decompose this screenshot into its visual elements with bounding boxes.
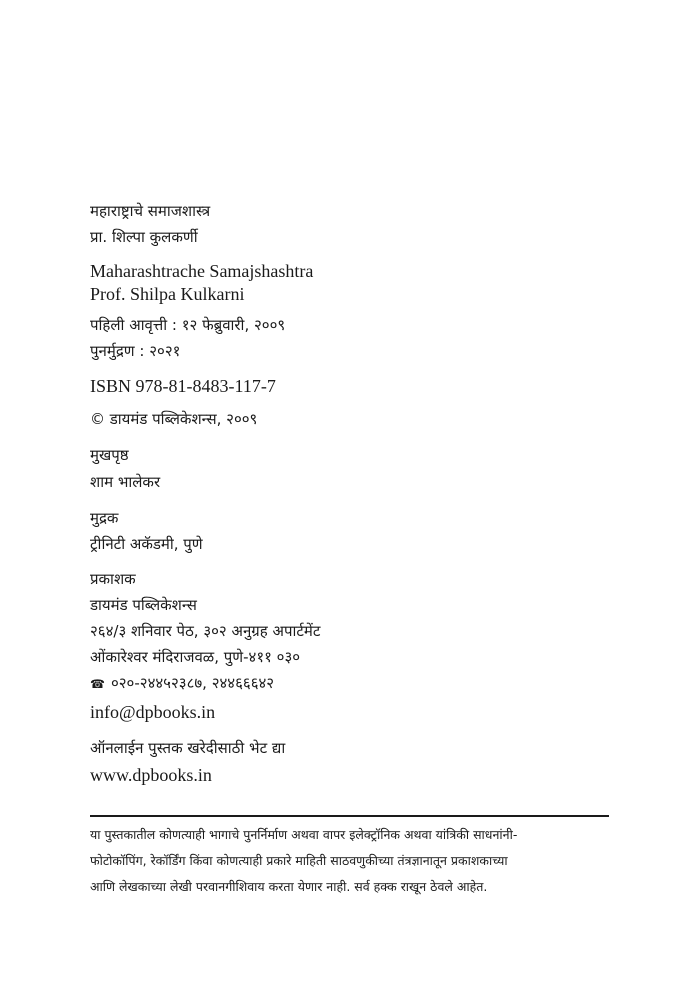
cover-artist: शाम भालेकर [90,473,161,491]
first-edition: पहिली आवृत्ती : १२ फेब्रुवारी, २००९ [90,316,286,334]
phone-numbers: ०२०-२४४५२३८७, २४४६६६४२ [110,674,275,692]
printer-name: ट्रीनिटी अकॅडमी, पुणे [90,535,203,553]
publisher-heading: प्रकाशक [90,570,136,588]
rights-notice-line1: या पुस्तकातील कोणत्याही भागाचे पुनर्निर्माण अथवा वापर इलेक्ट्रॉनिक अथवा यांत्रिकी साधनांनी- [90,827,518,842]
rights-notice-line2: फोटोकॉपिंग, रेकॉर्डिंग किंवा कोणत्याही प्रकारे माहिती साठवणुकीच्या तंत्रज्ञानातून प्रकाशकाच्या [90,853,508,868]
copyright-line: © डायमंड पब्लिकेशन्स, २००९ [90,410,258,428]
printer-heading: मुद्रक [90,509,119,527]
website-url[interactable]: www.dpbooks.in [90,765,212,785]
footer-divider [90,815,609,817]
book-title-marathi: महाराष्ट्राचे समाजशास्त्र [90,202,211,220]
cover-heading: मुखपृष्ठ [90,446,129,464]
author-english: Prof. Shilpa Kulkarni [90,284,245,304]
phone-icon: ☎ [90,677,105,691]
publisher-name: डायमंड पब्लिकेशन्स [90,596,197,614]
publisher-email[interactable]: info@dpbooks.in [90,702,216,722]
publisher-address-line1: २६४/३ शनिवार पेठ, ३०२ अनुग्रह अपार्टमेंट [90,622,321,640]
publisher-address-line2: ओंकारेश्वर मंदिराजवळ, पुणे-४११ ०३० [90,648,301,666]
reprint-year: पुनर्मुद्रण : २०२१ [90,342,181,360]
isbn: ISBN 978-81-8483-117-7 [90,376,276,396]
publisher-phone [90,676,274,691]
author-marathi: प्रा. शिल्पा कुलकर्णी [90,228,198,246]
online-purchase-label: ऑनलाईन पुस्तक खरेदीसाठी भेट द्या [90,739,286,757]
rights-notice-line3: आणि लेखकाच्या लेखी परवानगीशिवाय करता येणार नाही. सर्व हक्क राखून ठेवले आहेत. [90,879,488,894]
book-title-english: Maharashtrache Samajshashtra [90,261,314,281]
rights-notice [90,822,610,900]
